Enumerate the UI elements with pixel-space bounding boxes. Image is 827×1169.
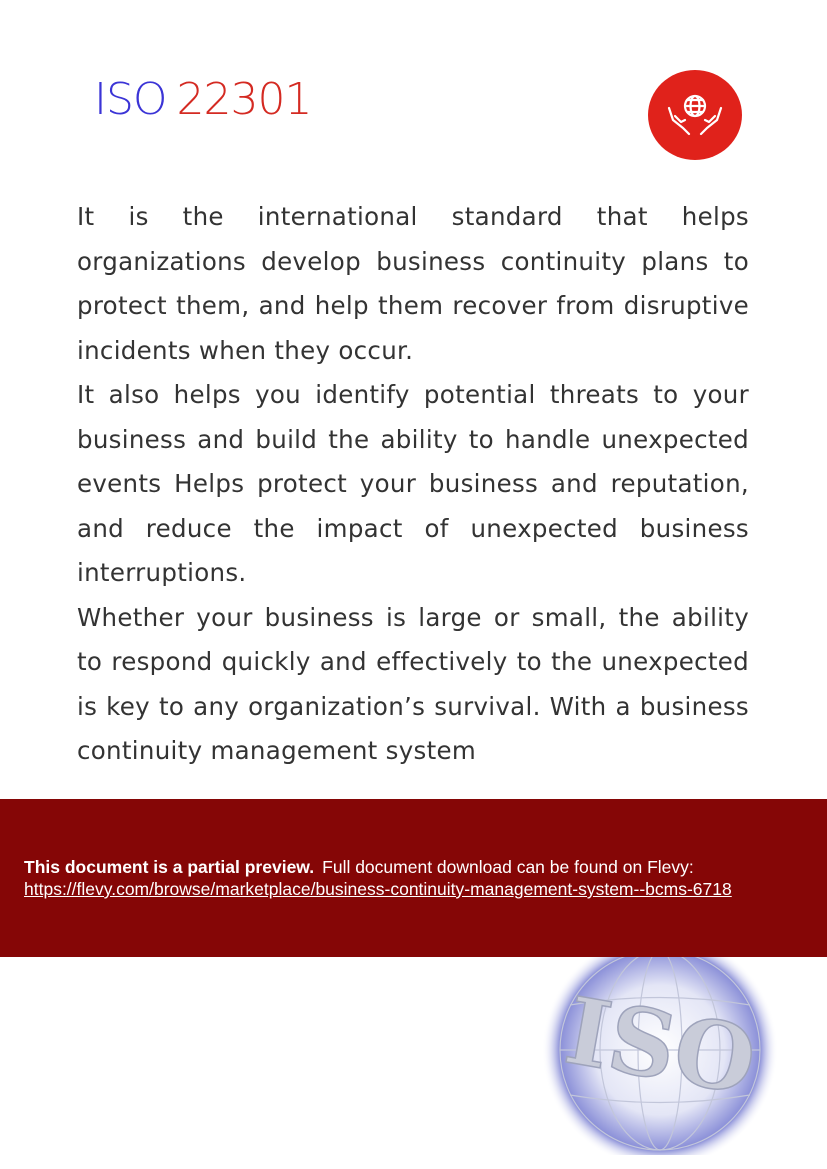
hands-globe-icon xyxy=(648,70,742,160)
title-number: 22301 xyxy=(176,74,312,125)
banner-bold-text: This document is a partial preview. xyxy=(24,857,315,877)
page-title xyxy=(94,74,312,125)
banner-message xyxy=(24,857,694,878)
title-iso: ISO xyxy=(94,74,167,125)
globe-iso-text: ISO xyxy=(557,976,764,1116)
paragraph-1: It is the international standard that helps organizations develop business continuity plans to protect them, and help them recover from disruptive incidents when they occur. xyxy=(77,202,749,365)
iso-globe-icon xyxy=(530,950,790,1155)
banner-text: Full document download can be found on Flevy: xyxy=(322,857,694,877)
paragraph-2: It also helps you identify potential threats to your business and build the ability to handle unexpected events Helps protect your business and reputation, and reduce the impact of unexpected business interruptions. xyxy=(77,380,749,587)
preview-banner xyxy=(0,799,827,957)
banner-link[interactable]: https://flevy.com/browse/marketplace/business-continuity-management-system--bcms-6718 xyxy=(24,879,732,899)
body-text xyxy=(77,195,749,774)
paragraph-3: Whether your business is large or small, the ability to respond quickly and effectively to the unexpected is key to any organization’s survival. With a business continuity management system xyxy=(77,602,749,765)
